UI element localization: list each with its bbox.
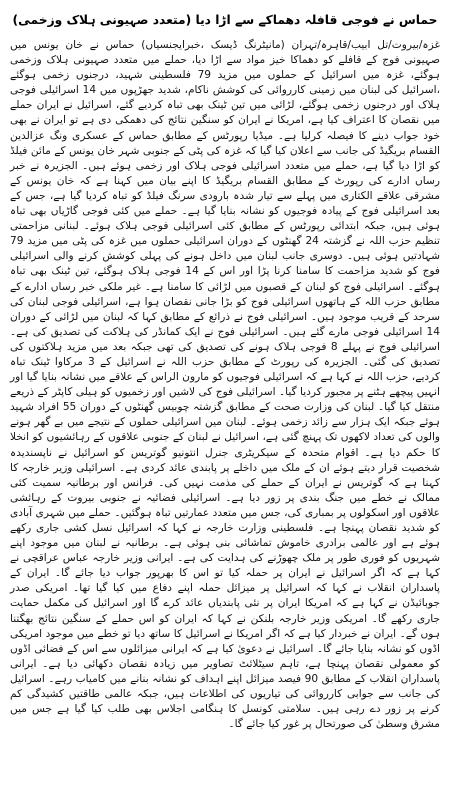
article-body: غزہ/بیروت/تل ابیب/قاہرہ/تہران (مانیٹرنگ ڈیسک ،خبرایجنسیاں) حماس نے خان یونس میں صہیونی فوج کے قافلے کو دھماکا خیز مواد سے اڑا دیا، حملے میں متعدد صہیونی ہلاک وزخمی ہوگئے، غزہ میں اسرائیل کے حملوں میں مزید 79 فلسطینی شہید، درجنوں زخمی ہوگئے ،اسرائیل کی لبنان میں زمینی کارروائی کی کوشش ناکام، شدید جھڑپوں میں 14 اسرائیلی فوجی ہلاک اور درجنوں زخمی ہوگئے، لڑائی میں تین ٹینک بھی تباہ کردیے گئے، اسرائیل نے ایران حملے میں نقصان کا اعتراف کیا ہے، امریکا نے ایران کو سنگین نتائج کی دھمکی دی ہے تو ایران نے بھی خود جواب دینے کا فیصلہ کرلیا ہے۔ میڈیا رپورٹس کے مطابق حماس کے عسکری ونگ عزالدین القسام بریگیڈ کی جانب سے اعلان کیا گیا کہ غزہ کی پٹی کے جنوبی شہر خان یونس کے مائن فیلڈ کو اڑا دیا گیا ہے، حملے میں متعدد اسرائیلی فوجی ہلاک اور زخمی ہوئے ہیں۔ الجزیرہ نے خبر رساں ادارے کی رپورٹ کے مطابق القسام بریگیڈ کا اپنے بیان میں کہنا ہے کہ خان یونس کے مشرقی علاقے الکتاری میں پہلے سے تیار شدہ بارودی سرنگ فیلڈ کو تباہ کردیا گیا ہے، جس کے بعد اسرائیلی فوج کے پیادہ فوجیوں کو نشانہ بنایا گیا ہے۔ حملے میں کئی فوجی گاڑیاں بھی تباہ ہوئی ہیں، جبکہ ابتدائی رپورٹس کے مطابق کئی اسرائیلی فوجی ہلاک ہوئے۔ لبنانی مزاحمتی تنظیم حزب اللہ نے گزشتہ 24 گھنٹوں کے دوران اسرائیلی حملوں میں غزہ کی پٹی میں مزید 79 شہادتیں ہوئی ہیں۔ دوسری جانب لبنان میں داخل ہونے کی پہلی کوشش کرنے والی اسرائیلی فوج کو شدید مزاحمت کا سامنا کرنا پڑا اور اس کے 14 فوجی ہلاک ہوگئے، تین ٹینک بھی تباہ ہوگئے۔ اسرائیلی فوج کو لبنان کے قصبوں میں لڑائی کا سامنا ہے۔ غیر ملکی خبر رساں ادارے کے مطابق حزب اللہ کے ہاتھوں اسرائیلی فوج کو بڑا جانی نقصان ہوا ہے، اسرائیلی فوجی لبنان کی سرحد کے قریب موجود ہیں۔ اسرائیلی فوج نے ذرائع کے مطابق کہا کہ لبنان میں لڑائی کے دوران 14 اسرائیلی فوجی مارے گئے ہیں۔ اسرائیلی فوج نے ایک کمانڈر کی ہلاکت کی تصدیق کی ہے۔ اسرائیلی فوج نے پہلے 8 فوجی ہلاک ہونے کی تصدیق کی تھی جبکہ بعد میں مزید ہلاکتوں کی تصدیق کی گئی۔ الجزیرہ کی رپورٹ کے مطابق حزب اللہ نے اسرائیل کے 3 مرکاوا ٹینک تباہ کردیے، حزب اللہ نے کہا ہے کہ اسرائیلی فوجیوں کو مارون الراس کے علاقے میں نشانہ بنایا گیا اور انہیں پیچھے ہٹنے پر مجبور کردیا گیا۔ اسرائیلی فوج کی لاشیں اور زخمیوں کو ہیلی کاپٹر کے ذریعے منتقل کیا گیا۔ لبنان کی وزارت صحت کے مطابق گزشتہ چوبیس گھنٹوں کے دوران 55 افراد شہید ہوئے جبکہ ایک ہزار سے زائد زخمی ہوئے۔ لبنان میں اسرائیلی حملوں کے نتیجے میں بے گھر ہونے والوں کی تعداد لاکھوں تک پہنچ گئی ہے، اسرائیل نے لبنان کے جنوبی علاقوں کے رہائشیوں کو انخلا کا حکم دیا ہے۔ اقوام متحدہ کے سیکریٹری جنرل انتونیو گوتریس کو اسرائیل نے ناپسندیدہ شخصیت قرار دیتے ہوئے ان کے ملک میں داخلے پر پابندی عائد کردی ہے۔ اسرائیلی وزیر خارجہ کا کہنا ہے کہ گوتریس نے ایران کے حملے کی مذمت نہیں کی۔ فرانس اور برطانیہ سمیت کئی ممالک نے خطے میں جنگ بندی پر زور دیا ہے۔ اسرائیلی فضائیہ نے جنوبی بیروت کے رہائشی علاقوں اور اسکولوں پر بمباری کی، جس میں متعدد عمارتیں تباہ ہوگئیں۔ حملے میں شہری آبادی کو شدید نقصان پہنچا ہے۔ فلسطینی وزارت خارجہ نے کہا کہ اسرائیل نسل کشی جاری رکھے ہوئے ہے اور عالمی برادری خاموش تماشائی بنی ہوئی ہے۔ برطانیہ نے لبنان میں موجود اپنے شہریوں کو فوری طور پر ملک چھوڑنے کی ہدایت کی ہے۔ ایرانی وزیر خارجہ عباس عراقچی نے کہا ہے کہ اگر اسرائیل نے ایران پر حملہ کیا تو اس کا بھرپور جواب دیا جائے گا۔ ایران کے پاسداران انقلاب نے کہا کہ اسرائیل پر میزائل حملہ اپنے دفاع میں کیا گیا تھا۔ امریکی صدر جوبائیڈن نے کہا ہے کہ امریکا ایران پر نئی پابندیاں عائد کرے گا اور اسرائیل کی مکمل حمایت جاری رکھے گا۔ امریکی وزیر خارجہ بلنکن نے کہا کہ ایران کو اس حملے کے سنگین نتائج بھگتنا ہوں گے۔ ایران نے خبردار کیا ہے کہ اگر امریکا نے اسرائیل کا ساتھ دیا تو خطے میں موجود امریکی اڈوں کو نشانہ بنایا جائے گا۔ اسرائیل نے دعویٰ کیا ہے کہ ایرانی میزائلوں سے اس کے فضائی اڈوں کو معمولی نقصان پہنچا ہے، تاہم سیٹلائٹ تصاویر میں زیادہ نقصان دکھائی دیا ہے۔ ایرانی پاسداران انقلاب کے مطابق 90 فیصد میزائل اپنے اہداف کو نشانہ بنانے میں کامیاب رہے۔ اسرائیل کی جانب سے جوابی کارروائی کی تیاریوں کی اطلاعات ہیں، جبکہ عالمی طاقتیں کشیدگی کم کرنے پر زور دے رہی ہیں۔ سلامتی کونسل کا ہنگامی اجلاس بھی طلب کیا گیا ہے جس میں مشرق وسطیٰ کی صورتحال پر غور کیا جائے گا۔ xyxy=(10,39,441,731)
article-headline: حماس نے فوجی قافلہ دھماکے سے اڑا دیا (متعدد صہیونی ہلاک وزخمی) xyxy=(12,13,438,27)
